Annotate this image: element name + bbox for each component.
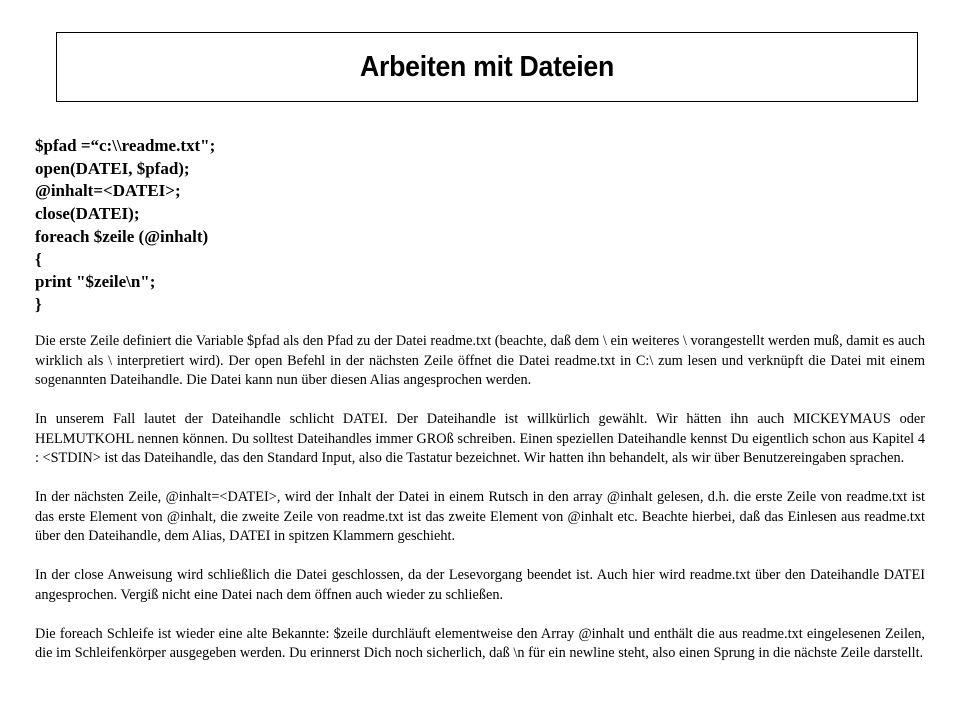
explanation-text: [35, 332, 925, 683]
paragraph-close: In der close Anweisung wird schließlich die Datei geschlossen, da der Lesevorgang beendet ist. Auch hier wird readme.txt über den Dateihandle DATEI angesprochen. Vergiß nicht eine Datei nach dem öffnen auch wieder zu schließen.: [35, 567, 925, 603]
code-block: [35, 135, 915, 317]
code-line: foreach $zeile (@inhalt): [35, 226, 209, 246]
title-box: [56, 32, 918, 102]
code-line: open(DATEI, $pfad);: [35, 158, 190, 178]
paragraph-inhalt: In der nächsten Zeile, @inhalt=<DATEI>, wird der Inhalt der Datei in einem Rutsch in den array @inhalt gelesen, d.h. die erste Zeile von readme.txt ist das erste Element von @inhalt, die zweite Zeile von readme.txt ist das zweite Element von @inhalt etc. Beachte hierbei, daß das Einlesen aus readme.txt über den Dateihandle, dem Alias, DATEI in spitzen Klammern geschieht.: [35, 489, 925, 544]
paragraph-dateihandle: In unserem Fall lautet der Dateihandle schlicht DATEI. Der Dateihandle ist willkürlich gewählt. Wir hätten ihn auch MICKEYMAUS oder HELMUTKOHL nennen können. Du solltest Dateihandles immer GROß schreiben. Einen speziellen Dateihandle kennst Du eigentlich schon aus Kapitel 4 : <STDIN> ist das Dateihandle, das den Standard Input, also die Tastatur bezeichnet. Wir hatten ihn behandelt, als wir über Benutzereingaben sprachen.: [35, 411, 925, 466]
code-line: }: [35, 294, 42, 314]
paragraph-foreach: Die foreach Schleife ist wieder eine alte Bekannte: $zeile durchläuft elementweise den Array @inhalt und enthält die aus readme.txt eingelesenen Zeilen, die im Schleifenkörper ausgegeben werden. Du erinnerst Dich noch sicherlich, daß \n für ein newline steht, also einen Sprung in die nächste Zeile darstellt.: [35, 625, 925, 661]
code-line: print "$zeile\n";: [35, 272, 156, 292]
paragraph-pfad: Die erste Zeile definiert die Variable $pfad als den Pfad zu der Datei readme.txt (beachte, daß dem \ ein weiteres \ vorangestellt werden muß, damit es auch wirklich als \ interpretiert wird). Der open Befehl in der nächsten Zeile öffnet die Datei readme.txt in C:\ zum lesen und verknüpft die Datei mit einem sogenannten Dateihandle. Die Datei kann nun über diesen Alias angesprochen werden.: [35, 333, 925, 388]
code-line: {: [35, 249, 42, 269]
code-line: $pfad =“c:\\readme.txt";: [35, 136, 216, 155]
code-line: @inhalt=<DATEI>;: [35, 181, 181, 201]
page-title: Arbeiten mit Dateien: [360, 50, 614, 83]
code-line: close(DATEI);: [35, 204, 140, 224]
